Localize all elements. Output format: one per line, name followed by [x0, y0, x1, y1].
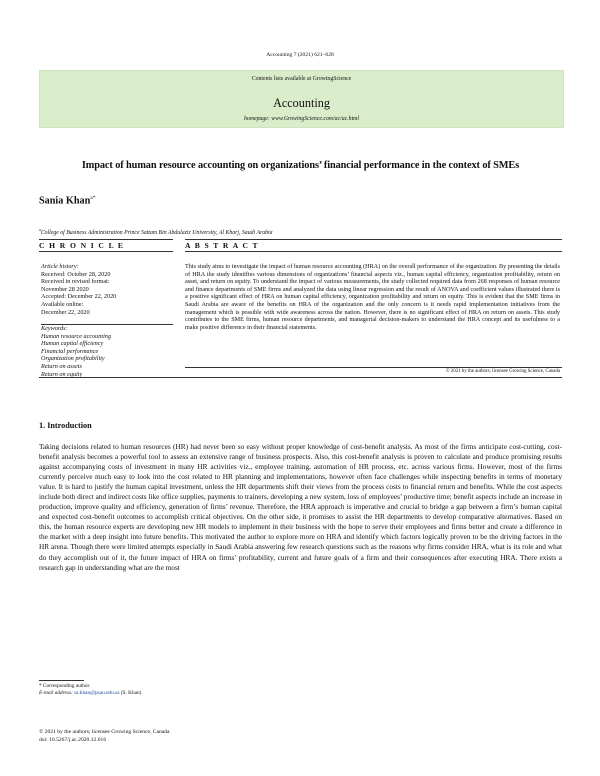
journal-homepage	[40, 116, 563, 122]
keyword: Human resource accounting	[41, 332, 111, 340]
abstract-text: This study aims to investigate the impact of human resource accounting (HRA) on the overall performance of the organization. By presenting the details of HRA the study identifies various dimensions of organizations’ financial aspects viz., human capital efficiency, organization profitability, return on asset, and return on equity. To understand the impact of various measurements, the study collected required data from 268 responses of human resource and finance departments of SME firms and analyzed the data using linear regression and the result of ANOVA and coefficient values illustrated there is a positive significant effect of HRA on human capital efficiency, organization profitability and return on equity. This is evident that the SME firms in Saudi Arabia are aware of the benefits on HRA of the organization and the only concern is it needs rapid implementation initiatives from the management which is possible with wide awareness across the nation. However, there is no significant effect of HRA on return on assets. This study contributes to the SME firms, human resource departments, and managerial decision-makers to understand the HRA concept and its usefulness to a make positive difference in their financial statements.	[185, 264, 560, 331]
abstract-heading: A B S T R A C T	[185, 241, 259, 250]
doi[interactable]: doi: 10.5267/j.ac.2020.12.016	[39, 737, 107, 743]
history-line: November 28 2020	[41, 285, 89, 293]
chronicle-top-rule	[39, 239, 173, 240]
abstract-top-rule	[185, 239, 562, 240]
history-label: Article history:	[41, 263, 79, 270]
affiliation	[39, 227, 273, 236]
bottom-copyright: © 2021 by the authors; licensee Growing Science, Canada	[39, 729, 170, 735]
history-line: December 22, 2020	[41, 308, 90, 316]
footnote-rule	[39, 680, 84, 681]
homepage-label: homepage:	[244, 116, 270, 122]
history-line: Available online:	[41, 300, 84, 308]
affiliation-text: College of Business Administration Prince Sattam Bin Abdulaziz University, Al Kharj, Saudi Arabia	[40, 229, 273, 236]
author-line	[39, 195, 95, 206]
front-matter-bottom-rule	[39, 377, 562, 378]
keywords-label: Keywords:	[41, 325, 68, 332]
keyword: Return on assets	[41, 362, 82, 370]
journal-reference: Accounting 7 (2021) 621–628	[266, 52, 334, 58]
author-mark: a*	[90, 195, 96, 201]
section-heading-introduction: 1. Introduction	[39, 421, 92, 430]
bottom-meta	[39, 728, 339, 744]
journal-banner	[39, 70, 564, 128]
email-line	[39, 690, 339, 697]
affiliation-mark: a	[39, 227, 41, 232]
footnotes	[39, 683, 339, 697]
homepage-link[interactable]: www.GrowingScience.com/ac/ac.html	[271, 116, 359, 122]
corresponding-author-note: * Corresponding author.	[39, 683, 91, 689]
contents-line: Contents lists available at GrowingScience	[251, 76, 352, 82]
chronicle-heading: C H R O N I C L E	[39, 241, 125, 250]
history-line: Received: October 28, 2020	[41, 270, 111, 278]
article-history	[41, 263, 175, 316]
chronicle-head-rule	[39, 251, 173, 252]
abstract-head-rule	[185, 251, 562, 252]
introduction-body: Taking decisions related to human resources (HR) had never been so easy without proper knowledge of cost-benefit analysis. As most of the firms anticipate cost-cutting, cost-benefit analysis becomes a powerful tool to assess an extensive range of business prospects. Also, this cost-benefit analysis is proven to calculate and produce promising results against accompanying costs of investment in many HR activities viz., employee training, automation of HR process, etc. across various firms. However, most of the firms currently perceive much easy to look into the cost related to HR planning and implementations, however often face challenges while inspecting benefits in terms of monetary value. It is hard to justify the human capital investment, unless the HR departments shift their views from the process costs to financial return and benefits. While the cost aspects include both direct and indirect costs like office supplies, payments to trainers, developing a new system, loss of employees’ productive time; benefit aspects include an increase in production, improve quality and efficiency, generation of firms’ revenue. Therefore, the HRA approach is imperative and crucial to bridge a gap between a firm’s human capital and expected cost-benefit outcomes to accomplish critical objectives. On the other side, it promises to assist the HR departments to develop comparative alternatives. Based on this, the human resource experts are developing new HR models to implement in their business with the hope to serve their employees and firms better and create a difference in the market with a deep insight into future benefits. This motivated the author to explore more on HRA and identify which factors logically proven to be the driving factors in the HR arena. Though there were limited attempts especially in Saudi Arabia answering few research questions such as the reasons why firms consider HRA, what is its role and what do they accomplish out of it, the future impact of HRA on firms’ profitability, current and future goals of a firm and their consequences after executing HRA. There exists a research gap in understanding what are the most	[39, 442, 562, 572]
keyword: Organization profitability	[41, 355, 105, 363]
email-label: E-mail address:	[39, 689, 73, 696]
article-title: Impact of human resource accounting on organizations’ financial performance in the context of SMEs	[81, 160, 520, 171]
keyword: Human capital efficiency	[41, 340, 104, 348]
abstract-bottom-rule	[185, 367, 562, 368]
email-link[interactable]: sa.khan@psau.edu.sa	[74, 689, 120, 696]
abstract-copyright: © 2021 by the authors; licensee Growing Science, Canada	[445, 369, 560, 374]
history-line: Received in revised format:	[41, 278, 110, 286]
email-suffix: (S. Khan)	[120, 689, 142, 696]
keywords	[41, 325, 175, 378]
history-line: Accepted: December 22, 2020	[41, 293, 117, 301]
author-name: Sania Khan	[39, 195, 91, 207]
keyword: Return on equity	[41, 370, 83, 378]
journal-name: Accounting	[273, 96, 330, 110]
keyword: Financial performance	[41, 347, 99, 355]
